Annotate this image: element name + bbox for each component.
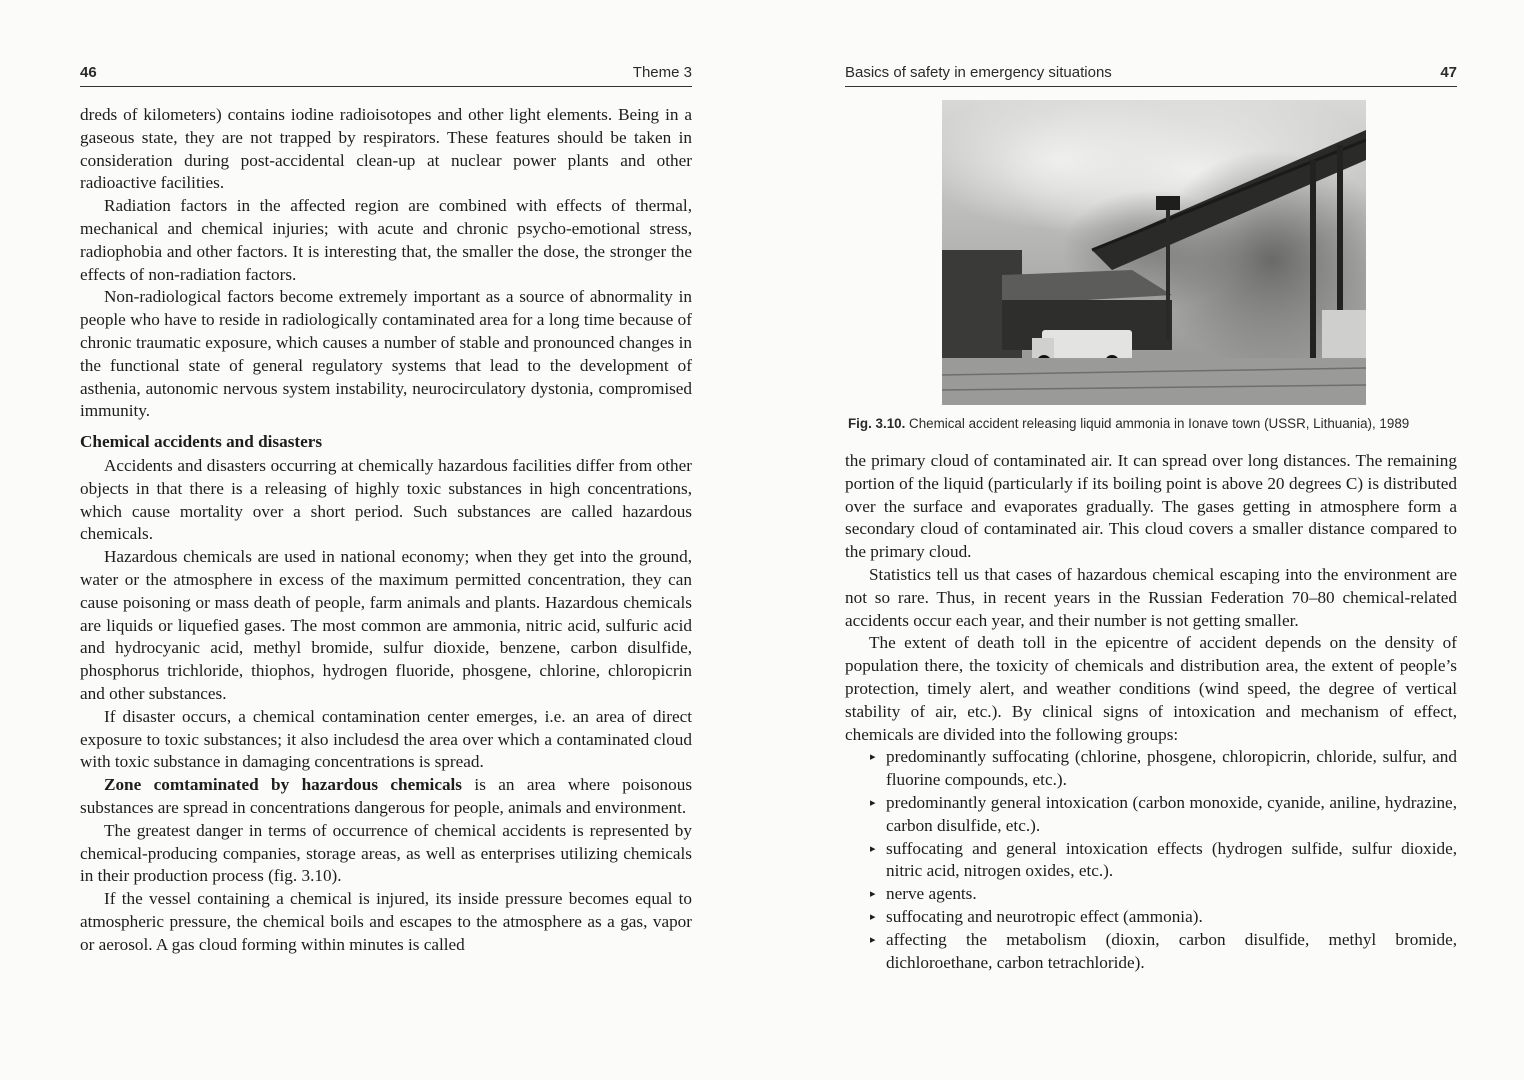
- list-item-text: predominantly suffocating (chlorine, phosgene, chloropicrin, chloride, sulfur, and fluorine compounds, etc.).: [886, 747, 1457, 790]
- bullet-icon: ▸: [870, 795, 876, 809]
- bullet-icon: ▸: [870, 932, 876, 946]
- running-head-chapter: Basics of safety in emergency situations: [845, 64, 1112, 81]
- list-item-text: affecting the metabolism (dioxin, carbon disulfide, methyl bromide, dichloroethane, carbon tetrachloride).: [886, 929, 1457, 972]
- list-item: [845, 746, 1457, 792]
- bullet-icon: ▸: [870, 887, 876, 901]
- paragraph: Statistics tell us that cases of hazardous chemical escaping into the environment are not so rare. Thus, in recent years in the Russian Federation 70–80 chemical-related accidents occur each year, and their number is not getting smaller.: [845, 564, 1457, 630]
- paragraph: dreds of kilometers) contains iodine radioisotopes and other light elements. Being in a gaseous state, they are not trapped by respirators. These features should be taken in consideration during post-accidental clean-up at nuclear power plants and other radioactive facilities.: [80, 105, 692, 193]
- paragraph: Accidents and disasters occurring at chemically hazardous facilities differ from other objects in that there is a releasing of highly toxic substances in high concentrations, which cause mortality over a short period. Such substances are called hazardous chemicals.: [80, 455, 692, 544]
- list-item: [845, 906, 1457, 929]
- left-running-head: [80, 60, 692, 87]
- list-item-text: predominantly general intoxication (carbon monoxide, cyanide, aniline, hydrazine, carbon disulfide, etc.).: [886, 792, 1457, 835]
- right-running-head: [845, 60, 1457, 87]
- photo-illustration: [942, 100, 1366, 405]
- bullet-icon: ▸: [870, 750, 876, 764]
- paragraph: [80, 774, 692, 820]
- list-item: [845, 883, 1457, 906]
- accident-photo: [942, 100, 1366, 405]
- running-head-theme: Theme 3: [632, 64, 692, 81]
- right-text-column: [845, 450, 1457, 974]
- figure-caption-text: Chemical accident releasing liquid ammonia in Ionave town (USSR, Lithuania), 1989: [905, 416, 1410, 431]
- right-page: [762, 0, 1524, 1080]
- paragraph: The extent of death toll in the epicentre of accident depends on the density of population there, the toxicity of chemicals and distribution area, the extent of people’s protection, timely alert, and weather conditions (wind speed, the degree of vertical stability of air, etc.). By clinical signs of intoxication and mechanism of effect, chemicals are divided into the following groups:: [845, 633, 1457, 744]
- paragraph: the primary cloud of contaminated air. It can spread over long distances. The remaining portion of the liquid (particularly if its boiling point is above 20 degrees C) is distributed over the surface and evaporates gradually. The gases getting in atmosphere form a secondary cloud of contaminated air. This cloud covers a smaller distance compared to the primary cloud.: [845, 451, 1457, 562]
- bullet-icon: ▸: [870, 909, 876, 923]
- paragraph: Radiation factors in the affected region are combined with effects of thermal, mechanical and chemical injuries; with acute and chronic psycho-emotional stress, radiophobia and other factors. It is interesting that, the smaller the dose, the stronger the effects of non-radiation factors.: [80, 196, 692, 284]
- defined-term: Zone comtaminated by hazardous chemicals: [104, 775, 463, 795]
- section-heading: Chemical accidents and disasters: [80, 432, 323, 452]
- figure-caption: [848, 416, 1458, 431]
- list-item-text: suffocating and neurotropic effect (ammonia).: [886, 906, 1203, 926]
- paragraph: If the vessel containing a chemical is injured, its inside pressure becomes equal to atmospheric pressure, the chemical boils and escapes to the atmosphere as a gas, vapor or aerosol. A gas cloud forming within minutes is called: [80, 889, 692, 954]
- list-item: [845, 838, 1457, 884]
- page-number-left: 46: [80, 64, 97, 81]
- page-number-right: 47: [1440, 64, 1457, 81]
- intoxication-groups-list: [845, 746, 1457, 974]
- paragraph: The greatest danger in terms of occurrence of chemical accidents is represented by chemical-producing companies, storage areas, as well as enterprises utilizing chemicals in their production process (fig. 3.10).: [80, 820, 692, 886]
- left-text-column: [80, 104, 692, 956]
- list-item: [845, 792, 1457, 838]
- figure-label: Fig. 3.10.: [848, 416, 906, 431]
- list-item: [845, 929, 1457, 975]
- paragraph: Non-radiological factors become extremely important as a source of abnormality in people who have to reside in radiologically contaminated area for a long time because of chronic traumatic exposure, which causes a number of stable and pronounced changes in the functional state of general regulatory systems that lead to the development of asthenia, autonomic nervous system instability, neurocirculatory dystonia, compromised immunity.: [80, 287, 692, 421]
- definition-text: is an area where poisonous substances are spread in concentrations dangerous for people, animals and environment.: [80, 775, 693, 817]
- paragraph: If disaster occurs, a chemical contamination center emerges, i.e. an area of direct exposure to toxic substances; it also includesd the area over which a contaminated cloud with toxic substance in damaging concentrations is spread.: [80, 706, 692, 772]
- paragraph: Hazardous chemicals are used in national economy; when they get into the ground, water or the atmosphere in excess of the maximum permitted concentration, they can cause poisoning or mass death of people, farm animals and plants. Hazardous chemicals are liquids or liquefied gases. The most common are ammonia, nitric acid, sulfuric acid and hydrocyanic acid, methyl bromide, sulfur dioxide, benzene, carbon disulfide, phosphorus trichloride, thiophos, hydrogen fluoride, phosgene, chlorine, chloropicrin and other substances.: [80, 547, 692, 703]
- list-item-text: suffocating and general intoxication effects (hydrogen sulfide, sulfur dioxide, nitric acid, nitrogen oxides, etc.).: [886, 838, 1457, 881]
- list-item-text: nerve agents.: [886, 884, 977, 904]
- bullet-icon: ▸: [870, 841, 876, 855]
